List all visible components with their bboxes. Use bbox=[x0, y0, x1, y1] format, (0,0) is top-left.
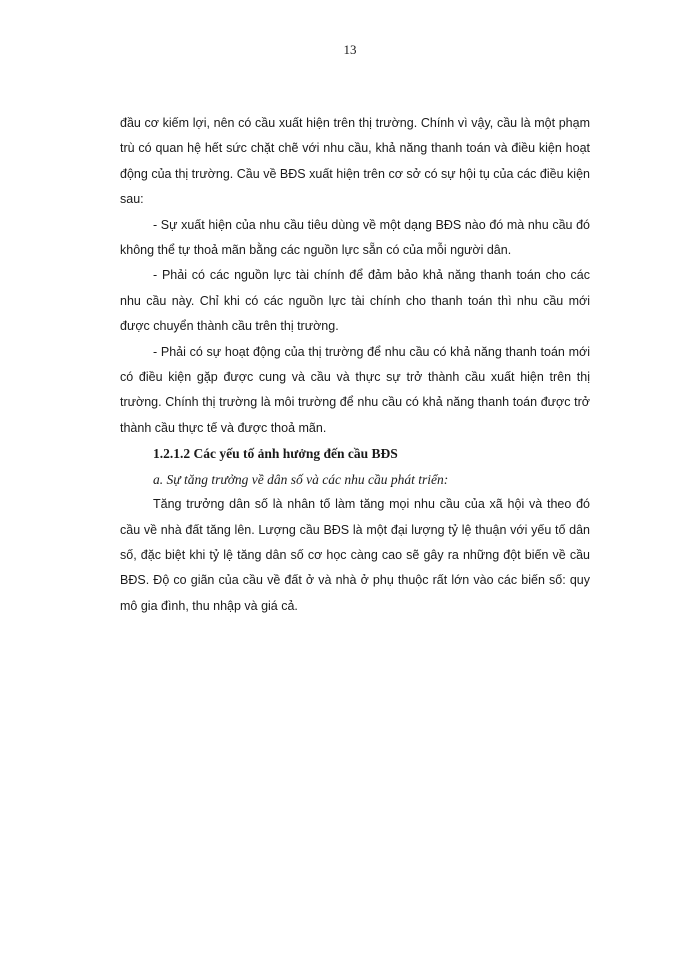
paragraph-2: - Sự xuất hiện của nhu cầu tiêu dùng về một dạng BĐS nào đó mà nhu cầu đó không thể tự thoả mãn bằng các nguồn lực sẵn có của mỗi người dân. bbox=[120, 217, 590, 258]
paragraph-1: đầu cơ kiếm lợi, nên có cầu xuất hiện trên thị trường. Chính vì vậy, cầu là một phạm trù có quan hệ hết sức chặt chẽ với nhu cầu, khả năng thanh toán và điều kiện hoạt động của thị trường. Cầu về BĐS xuất hiện trên cơ sở có sự hội tụ của các điều kiện sau: bbox=[120, 116, 590, 207]
body-text bbox=[120, 111, 590, 619]
page-number: 13 bbox=[343, 42, 357, 57]
subsection-heading: a. Sự tăng trưởng về dân số và các nhu cầu phát triển: bbox=[153, 471, 449, 487]
section-heading: 1.2.1.2 Các yếu tố ảnh hưởng đến cầu BĐS bbox=[153, 446, 398, 462]
paragraph-4: - Phải có sự hoạt động của thị trường để nhu cầu có khả năng thanh toán mới có điều kiện gặp được cung và cầu và thực sự trở thành cầu xuất hiện trên thị trường. Chính thị trường là môi trường để nhu cầu có khả năng thanh toán được trở thành cầu thực tế và được thoả mãn. bbox=[120, 344, 590, 435]
paragraph-5: Tăng trưởng dân số là nhân tố làm tăng mọi nhu cầu của xã hội và theo đó cầu về nhà đất tăng lên. Lượng cầu BĐS là một đại lượng tỷ lệ thuận với yếu tố dân số, đặc biệt khi tỷ lệ tăng dân số cơ học càng cao sẽ gây ra những đột biến về cầu BĐS. Độ co giãn của cầu về đất ở và nhà ở phụ thuộc rất lớn vào các biến số: quy mô gia đình, thu nhập và giá cả. bbox=[120, 497, 590, 613]
paragraph-3: - Phải có các nguồn lực tài chính để đảm bảo khả năng thanh toán cho các nhu cầu này. Chỉ khi có các nguồn lực tài chính cho thanh toán thì nhu cầu mới được chuyển thành cầu trên thị trường. bbox=[120, 268, 590, 334]
